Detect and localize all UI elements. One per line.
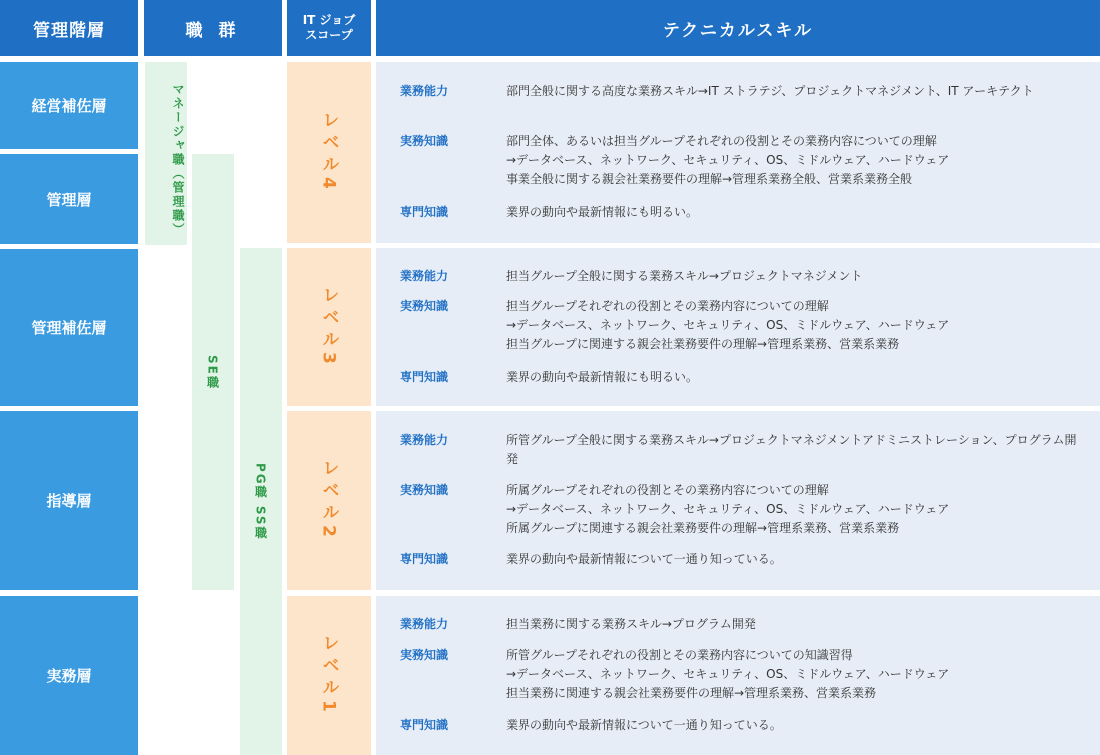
skill-value: 部門全体、あるいは担当グループそれぞれの役割とその業務内容についての理解 →データベース、ネットワーク、セキュリティ、OS、ミドルウェア、ハードウェア 事業全般に関する親会社業務要件の理解→管理系業務全般、営業系業務全般 [506,134,950,186]
skill-panel-level-4 [376,62,1100,243]
skill-value: 所属グループそれぞれの役割とその業務内容についての理解 →データベース、ネットワーク、セキュリティ、OS、ミドルウェア、ハードウェア 所属グループに関連する親会社業務要件の理解→管理系業務、営業系業務 [506,483,950,535]
grade-cell: 指導層 [0,411,138,590]
skill-panel-level-3 [376,248,1100,406]
skill-value: 業界の動向や最新情報について一通り知っている。 [506,552,782,566]
skill-key: 専門知識 [400,205,449,219]
skill-value: 所管グループそれぞれの役割とその業務内容についての知識習得 →データベース、ネットワーク、セキュリティ、OS、ミドルウェア、ハードウェア 担当業務に関連する親会社業務要件の理解→管理系業務、営業系業務 [506,648,950,700]
skill-key: 専門知識 [400,552,449,566]
level-label: レベル3 [318,285,339,369]
skill-value: 担当業務に関する業務スキル→プログラム開発 [506,617,756,631]
skill-value: 業界の動向や最新情報にも明るい。 [506,370,699,384]
grade-cell: 経営補佐層 [0,62,138,149]
header-technical-skill: テクニカルスキル [376,0,1100,56]
skill-key: 業務能力 [400,84,449,98]
job-group-manager: マネージャ職（管理職） [145,62,187,245]
grade-cell: 実務層 [0,596,138,755]
level-cell [287,248,371,406]
skill-key: 専門知識 [400,718,449,732]
level-label: レベル4 [318,111,339,194]
job-group-pg-ss: PG職 SS職 [240,248,282,755]
level-label: レベル2 [318,459,339,542]
skill-value: 担当グループ全般に関する業務スキル→プロジェクトマネジメント [506,269,863,283]
skill-panel-level-2 [376,411,1100,590]
skill-panel-level-1 [376,596,1100,755]
header-management-level: 管理階層 [0,0,138,56]
skill-value: 業界の動向や最新情報について一通り知っている。 [506,718,782,732]
header-it-job-scope: IT ジョブ スコープ [287,0,371,56]
skill-key: 専門知識 [400,370,449,384]
skill-key: 実務知識 [400,648,449,662]
skill-value: 担当グループそれぞれの役割とその業務内容についての理解 →データベース、ネットワーク、セキュリティ、OS、ミドルウェア、ハードウェア 担当グループに関連する親会社業務要件の理解→管理系業務、営業系業務 [506,299,950,351]
skill-key: 業務能力 [400,269,449,283]
level-cell [287,62,371,243]
skill-key: 業務能力 [400,617,449,631]
skill-value: 業界の動向や最新情報にも明るい。 [506,205,699,219]
skill-key: 業務能力 [400,433,449,447]
job-group-se: SE職 [192,154,234,590]
skill-key: 実務知識 [400,483,449,497]
skill-value: 部門全般に関する高度な業務スキル→IT ストラテジ、プロジェクトマネジメント、IT アーキテクト [506,84,1034,98]
grade-cell: 管理補佐層 [0,249,138,406]
skill-key: 実務知識 [400,299,449,313]
level-label: レベル1 [318,634,339,717]
skill-key: 実務知識 [400,134,449,148]
level-cell [287,596,371,755]
header-job-group: 職 群 [144,0,282,56]
level-cell [287,411,371,590]
grade-cell: 管理層 [0,154,138,244]
skill-value: 所管グループ全般に関する業務スキル→プロジェクトマネジメントアドミニストレーション、プログラム開発 [506,433,1077,466]
